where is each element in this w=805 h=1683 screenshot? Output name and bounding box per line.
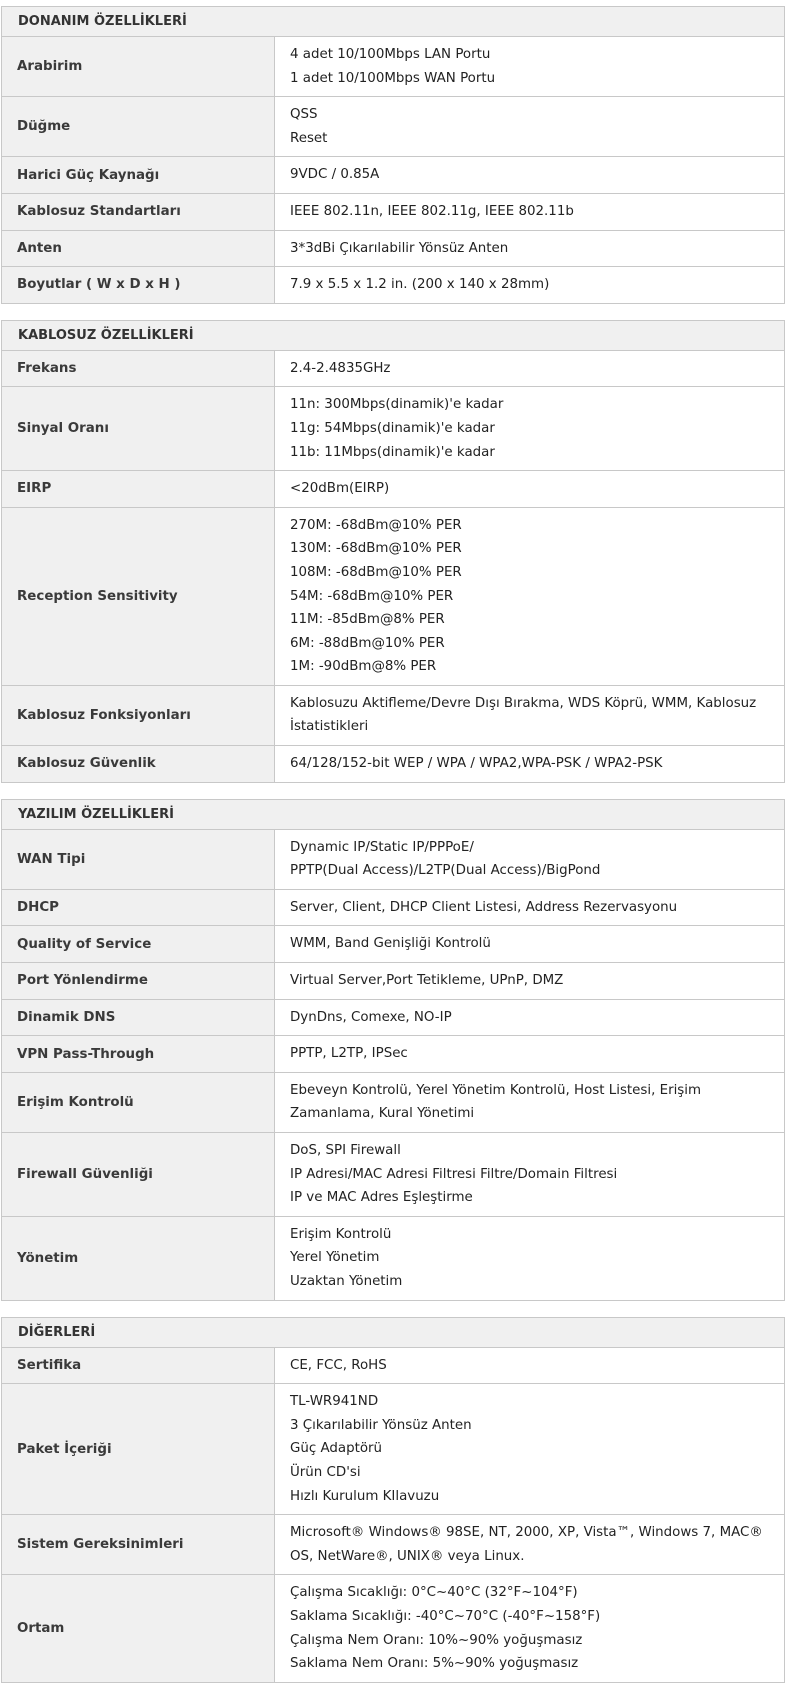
section-title: DONANIM ÖZELLİKLERİ bbox=[2, 7, 785, 37]
spec-value-line: 4 adet 10/100Mbps LAN Portu bbox=[290, 47, 491, 62]
spec-row bbox=[2, 1216, 785, 1300]
section-header-row bbox=[2, 799, 785, 829]
section-header-row bbox=[2, 320, 785, 350]
spec-value bbox=[275, 1036, 785, 1073]
spec-row bbox=[2, 999, 785, 1036]
spec-value-line: Microsoft® Windows® 98SE, NT, 2000, XP, Vista™, Windows 7, MAC® OS, NetWare®, UNIX® veya Linux. bbox=[290, 1525, 763, 1564]
spec-row bbox=[2, 230, 785, 267]
spec-value-line: 11g: 54Mbps(dinamik)'e kadar bbox=[290, 420, 495, 436]
spec-label: Paket İçeriği bbox=[2, 1384, 275, 1515]
spec-value-line: WMM, Band Genişliği Kontrolü bbox=[290, 936, 491, 952]
spec-label: Frekans bbox=[2, 350, 275, 387]
spec-value bbox=[275, 963, 785, 1000]
spec-value-line: Kablosuzu Aktifleme/Devre Dışı Bırakma, WDS Köprü, WMM, Kablosuz İstatistikleri bbox=[290, 695, 757, 735]
spec-value-line: Reset bbox=[290, 130, 328, 146]
spec-label: Sinyal Oranı bbox=[2, 387, 275, 471]
spec-value bbox=[275, 193, 785, 230]
spec-value-line: TL-WR941ND bbox=[290, 1394, 379, 1410]
spec-label: Anten bbox=[2, 230, 275, 267]
spec-label: Kablosuz Standartları bbox=[2, 193, 275, 230]
spec-value-line: Virtual Server,Port Tetikleme, UPnP, DMZ bbox=[290, 973, 564, 989]
spec-value-line: 64/128/152-bit WEP / WPA / WPA2,WPA-PSK / WPA2-PSK bbox=[290, 756, 663, 772]
spec-row bbox=[2, 926, 785, 963]
spec-value-line: Saklama Sıcaklığı: -40°C~70°C (-40°F~158°F) bbox=[290, 1608, 601, 1624]
spec-label: Ortam bbox=[2, 1575, 275, 1682]
spec-value-line: CE, FCC, RoHS bbox=[290, 1357, 387, 1373]
spec-value bbox=[275, 1384, 785, 1515]
spec-value bbox=[275, 889, 785, 926]
spec-label: Kablosuz Fonksiyonları bbox=[2, 685, 275, 745]
spec-label: Quality of Service bbox=[2, 926, 275, 963]
spec-label: Kablosuz Güvenlik bbox=[2, 746, 275, 783]
spec-row bbox=[2, 507, 785, 685]
spec-value bbox=[275, 230, 785, 267]
section-header-row bbox=[2, 7, 785, 37]
spec-row bbox=[2, 1133, 785, 1217]
spec-value-line: QSS bbox=[290, 107, 318, 123]
spec-row bbox=[2, 1384, 785, 1515]
spec-value-line: 6M: -88dBm@10% PER bbox=[290, 635, 445, 651]
spec-row bbox=[2, 685, 785, 745]
spec-value-line: Server, Client, DHCP Client Listesi, Address Rezervasyonu bbox=[290, 899, 678, 915]
spec-label: Arabirim bbox=[2, 37, 275, 97]
spec-value-line: 2.4-2.4835GHz bbox=[290, 360, 391, 376]
spec-value-line: Uzaktan Yönetim bbox=[290, 1273, 403, 1289]
spec-row bbox=[2, 37, 785, 97]
spec-value-line: DynDns, Comexe, NO-IP bbox=[290, 1009, 452, 1025]
spec-label: Dinamik DNS bbox=[2, 999, 275, 1036]
spec-value bbox=[275, 157, 785, 194]
spec-value bbox=[275, 350, 785, 387]
spec-row bbox=[2, 1036, 785, 1073]
spec-row bbox=[2, 350, 785, 387]
spec-value bbox=[275, 829, 785, 889]
spec-row bbox=[2, 1072, 785, 1132]
spec-value-line: 3*3dBi Çıkarılabilir Yönsüz Anten bbox=[290, 240, 509, 256]
spec-row bbox=[2, 1515, 785, 1575]
section-title: KABLOSUZ ÖZELLİKLERİ bbox=[2, 320, 785, 350]
spec-value-line: 11n: 300Mbps(dinamik)'e kadar bbox=[290, 397, 504, 413]
spec-row bbox=[2, 387, 785, 471]
spec-value-line: 270M: -68dBm@10% PER bbox=[290, 517, 462, 533]
spec-value bbox=[275, 1133, 785, 1217]
spec-label: Reception Sensitivity bbox=[2, 507, 275, 685]
spec-value-line: IP Adresi/MAC Adresi Filtresi Filtre/Domain Filtresi bbox=[290, 1166, 618, 1182]
spec-row bbox=[2, 97, 785, 157]
spec-label: Port Yönlendirme bbox=[2, 963, 275, 1000]
spec-value bbox=[275, 267, 785, 304]
spec-label: Harici Güç Kaynağı bbox=[2, 157, 275, 194]
spec-value-line: IP ve MAC Adres Eşleştirme bbox=[290, 1190, 473, 1206]
spec-value bbox=[275, 37, 785, 97]
spec-value-line: 130M: -68dBm@10% PER bbox=[290, 541, 462, 557]
spec-value bbox=[275, 1216, 785, 1300]
spec-value-line: Erişim Kontrolü bbox=[290, 1226, 392, 1242]
spec-table bbox=[1, 799, 785, 1301]
spec-label: Firewall Güvenliği bbox=[2, 1133, 275, 1217]
section-header-row bbox=[2, 1317, 785, 1347]
spec-value-line: 1M: -90dBm@8% PER bbox=[290, 659, 437, 675]
spec-row bbox=[2, 1347, 785, 1384]
spec-value-line: Güç Adaptörü bbox=[290, 1441, 383, 1457]
spec-value-line: 108M: -68dBm@10% PER bbox=[290, 564, 462, 580]
spec-value-line: 7.9 x 5.5 x 1.2 in. (200 x 140 x 28mm) bbox=[290, 277, 550, 293]
spec-row bbox=[2, 157, 785, 194]
spec-table bbox=[1, 1317, 785, 1683]
spec-label: DHCP bbox=[2, 889, 275, 926]
spec-row bbox=[2, 889, 785, 926]
spec-value-line: Hızlı Kurulum KIlavuzu bbox=[290, 1488, 440, 1504]
spec-value bbox=[275, 97, 785, 157]
spec-value-line: 54M: -68dBm@10% PER bbox=[290, 588, 454, 604]
spec-value-line: DoS, SPI Firewall bbox=[290, 1143, 401, 1158]
spec-label: VPN Pass-Through bbox=[2, 1036, 275, 1073]
spec-value bbox=[275, 999, 785, 1036]
spec-value-line: 11b: 11Mbps(dinamik)'e kadar bbox=[290, 444, 495, 460]
spec-value bbox=[275, 471, 785, 508]
spec-row bbox=[2, 267, 785, 304]
spec-label: Düğme bbox=[2, 97, 275, 157]
spec-value-line: Dynamic IP/Static IP/PPPoE/ bbox=[290, 839, 474, 855]
spec-value bbox=[275, 387, 785, 471]
spec-value-line: 11M: -85dBm@8% PER bbox=[290, 612, 445, 628]
spec-value-line: Ebeveyn Kontrolü, Yerel Yönetim Kontrolü, Host Listesi, Erişim Zamanlama, Kural Yönetimi bbox=[290, 1082, 702, 1122]
spec-row bbox=[2, 193, 785, 230]
spec-value-line: PPTP, L2TP, IPSec bbox=[290, 1046, 408, 1062]
spec-value bbox=[275, 1072, 785, 1132]
spec-value-line: Saklama Nem Oranı: 5%~90% yoğuşmasız bbox=[290, 1656, 579, 1672]
spec-value-line: IEEE 802.11n, IEEE 802.11g, IEEE 802.11b bbox=[290, 203, 574, 219]
spec-value-line: <20dBm(EIRP) bbox=[290, 481, 390, 497]
spec-label: Boyutlar ( W x D x H ) bbox=[2, 267, 275, 304]
spec-value-line: Ürün CD'si bbox=[290, 1464, 361, 1480]
spec-row bbox=[2, 471, 785, 508]
spec-value-line: Çalışma Sıcaklığı: 0°C~40°C (32°F~104°F) bbox=[290, 1585, 578, 1601]
spec-value-line: PPTP(Dual Access)/L2TP(Dual Access)/BigPond bbox=[290, 863, 601, 879]
spec-label: EIRP bbox=[2, 471, 275, 508]
spec-value bbox=[275, 1515, 785, 1575]
spec-value bbox=[275, 507, 785, 685]
spec-value-line: Yerel Yönetim bbox=[290, 1250, 380, 1266]
spec-label: WAN Tipi bbox=[2, 829, 275, 889]
spec-label: Sertifika bbox=[2, 1347, 275, 1384]
spec-value bbox=[275, 746, 785, 783]
spec-value-line: 9VDC / 0.85A bbox=[290, 167, 380, 183]
spec-label: Erişim Kontrolü bbox=[2, 1072, 275, 1132]
spec-value-line: 3 Çıkarılabilir Yönsüz Anten bbox=[290, 1417, 472, 1433]
spec-table bbox=[1, 320, 785, 783]
section-title: YAZILIM ÖZELLİKLERİ bbox=[2, 799, 785, 829]
section-title: DİĞERLERİ bbox=[2, 1317, 785, 1347]
spec-row bbox=[2, 746, 785, 783]
spec-value bbox=[275, 1575, 785, 1682]
spec-row bbox=[2, 1575, 785, 1682]
spec-table bbox=[1, 6, 785, 304]
spec-value-line: Çalışma Nem Oranı: 10%~90% yoğuşmasız bbox=[290, 1632, 583, 1648]
spec-row bbox=[2, 829, 785, 889]
spec-value bbox=[275, 1347, 785, 1384]
spec-label: Sistem Gereksinimleri bbox=[2, 1515, 275, 1575]
spec-value bbox=[275, 926, 785, 963]
spec-row bbox=[2, 963, 785, 1000]
spec-value-line: 1 adet 10/100Mbps WAN Portu bbox=[290, 70, 496, 86]
spec-value bbox=[275, 685, 785, 745]
spec-label: Yönetim bbox=[2, 1216, 275, 1300]
